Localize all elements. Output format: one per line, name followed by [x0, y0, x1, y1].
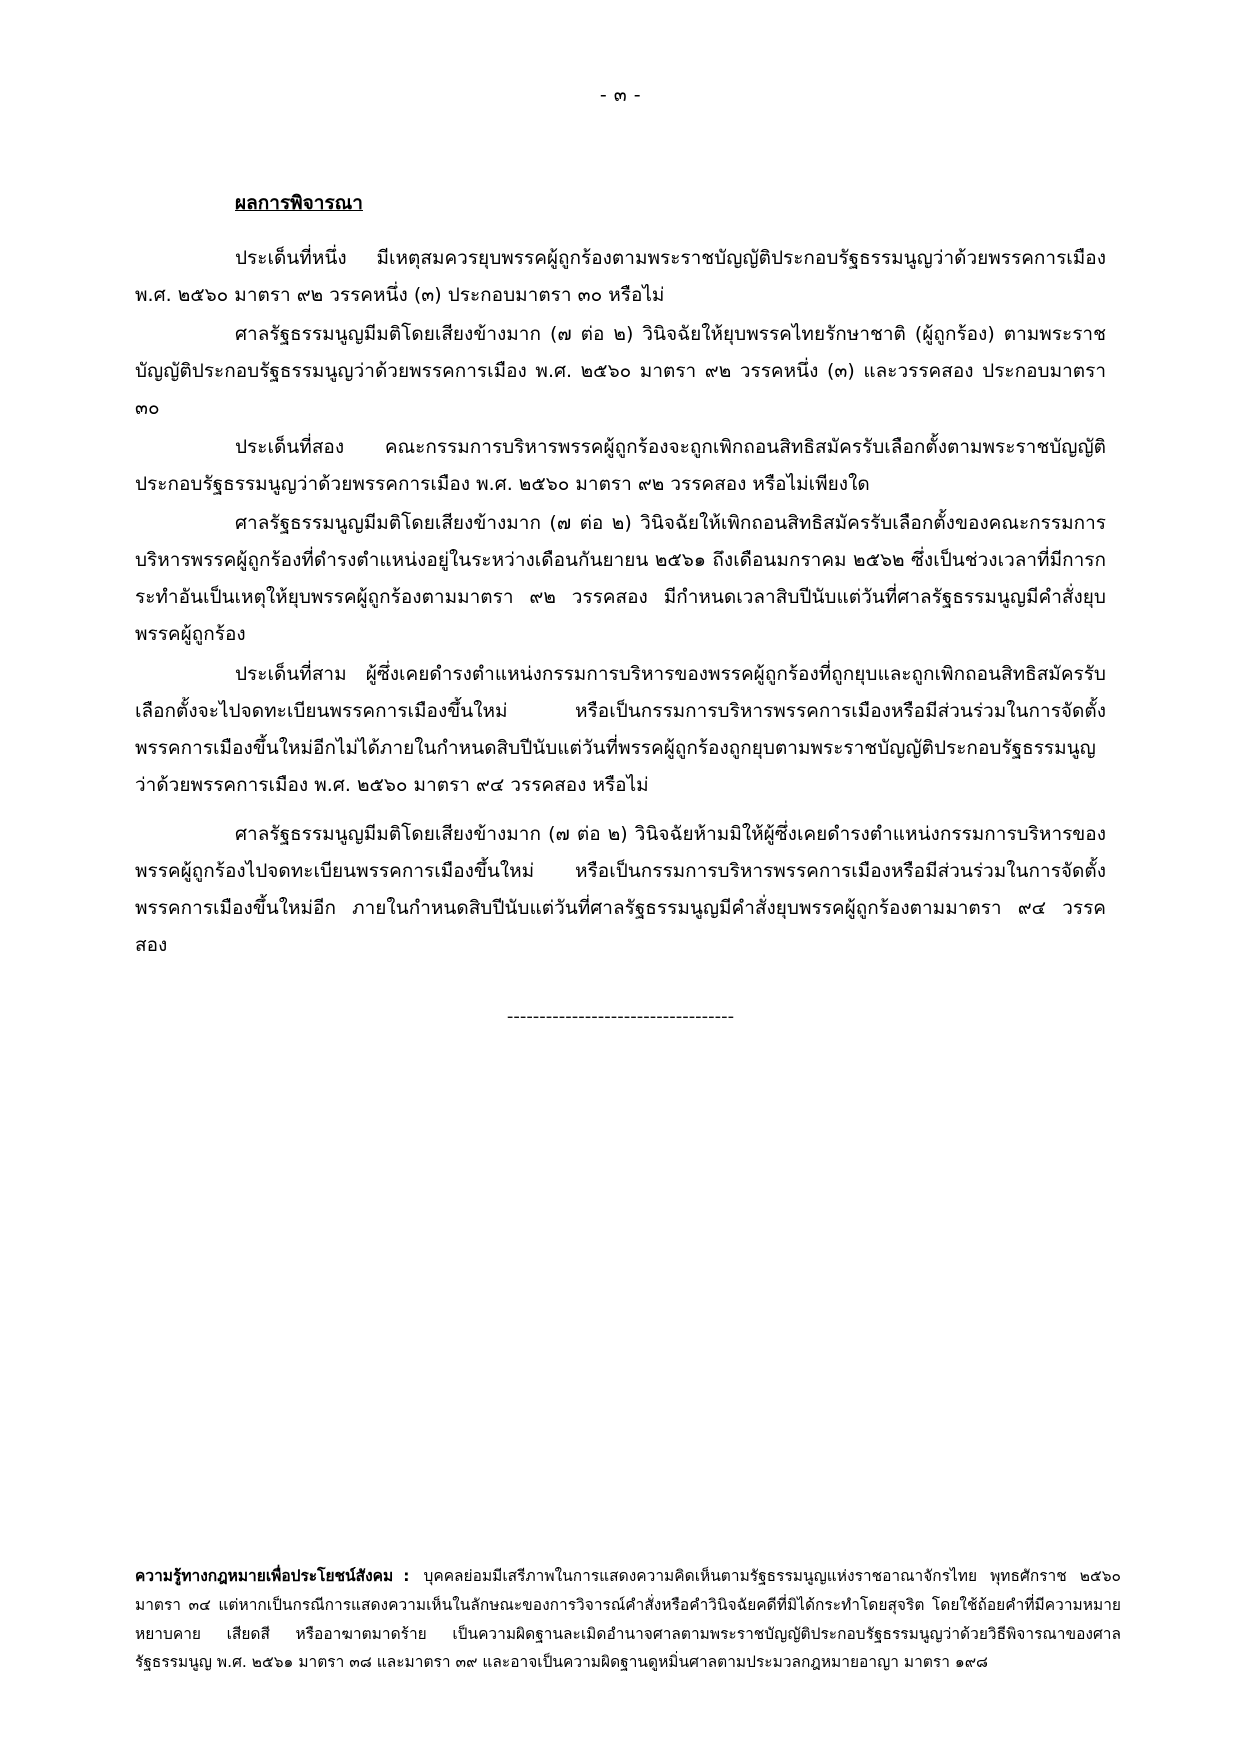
paragraph-issue-one: [135, 240, 1106, 314]
footer-title: ความรู้ทางกฎหมายเพื่อประโยชน์สังคม: [135, 1567, 394, 1586]
footer-separator: :: [403, 1567, 410, 1586]
page-number: - ๓ -: [599, 84, 642, 106]
paragraph-text: ประเด็นที่สาม ผู้ซึ่งเคยดำรงตำแหน่งกรรมการบริหารของพรรคผู้ถูกร้องที่ถูกยุบและถูกเพิกถอนสิทธิสมัครรับเลือกตั้งจะไปจดทะเบียนพรรคการเมืองขึ้นใหม่ หรือเป็นกรรมการบริหารพรรคการเมืองหรือมีส่วนร่วมในการจัดตั้งพรรคการเมืองขึ้นใหม่อีกไม่ได้ภายในกำหนดสิบปีนับแต่วันที่พรรคผู้ถูกร้องถูกยุบตามพระราชบัญญัติประกอบรัฐธรรมนูญว่าด้วยพรรคการเมือง พ.ศ. ๒๕๖๐ มาตรา ๙๔ วรรคสอง หรือไม่: [135, 662, 1106, 796]
footer-text: บุคคลย่อมมีเสรีภาพในการแสดงความคิดเห็นตามรัฐธรรมนูญแห่งราชอาณาจักรไทย พุทธศักราช ๒๕๖๐ มาตรา ๓๔ แต่หากเป็นกรณีการแสดงความเห็นในลักษณะของการวิจารณ์คำสั่งหรือคำวินิจฉัยคดีที่มิได้กระทำโดยสุจริต โดยใช้ถ้อยคำที่มีความหมายหยาบคาย เสียดสี หรืออาฆาตมาดร้าย เป็นความผิดฐานละเมิดอำนาจศาลตามพระราชบัญญัติประกอบรัฐธรรมนูญว่าด้วยวิธีพิจารณาของศาลรัฐธรรมนูญ พ.ศ. ๒๕๖๑ มาตรา ๓๘ และมาตรา ๓๙ และอาจเป็นความผิดฐานดูหมิ่นศาลตามประมวลกฎหมายอาญา มาตรา ๑๙๘: [135, 1567, 1121, 1672]
paragraph-text: ประเด็นที่สอง คณะกรรมการบริหารพรรคผู้ถูกร้องจะถูกเพิกถอนสิทธิสมัครรับเลือกตั้งตามพระราชบัญญัติประกอบรัฐธรรมนูญว่าด้วยพรรคการเมือง พ.ศ. ๒๕๖๐ มาตรา ๙๒ วรรคสอง หรือไม่เพียงใด: [135, 436, 1106, 496]
section-divider: -----------------------------------: [506, 1005, 735, 1027]
paragraph-issue-two: [135, 429, 1106, 503]
paragraph-text: ศาลรัฐธรรมนูญมีมติโดยเสียงข้างมาก (๗ ต่อ ๒) วินิจฉัยให้ยุบพรรคไทยรักษาชาติ (ผู้ถูกร้อง) ตามพระราชบัญญัติประกอบรัฐธรรมนูญว่าด้วยพรรคการเมือง พ.ศ. ๒๕๖๐ มาตรา ๙๒ วรรคหนึ่ง (๓) และวรรคสอง ประกอบมาตรา ๓๐: [135, 323, 1106, 420]
paragraph-ruling-one: [135, 316, 1106, 427]
paragraph-issue-three: [135, 656, 1106, 804]
paragraph-text: ประเด็นที่หนึ่ง มีเหตุสมควรยุบพรรคผู้ถูกร้องตามพระราชบัญญัติประกอบรัฐธรรมนูญว่าด้วยพรรคการเมือง พ.ศ. ๒๕๖๐ มาตรา ๙๒ วรรคหนึ่ง (๓) ประกอบมาตรา ๓๐ หรือไม่: [135, 247, 1106, 307]
section-heading: ผลการพิจารณา: [235, 192, 363, 214]
paragraph-text: ศาลรัฐธรรมนูญมีมติโดยเสียงข้างมาก (๗ ต่อ ๒) วินิจฉัยห้ามมิให้ผู้ซึ่งเคยดำรงตำแหน่งกรรมการบริหารของพรรคผู้ถูกร้องไปจดทะเบียนพรรคการเมืองขึ้นใหม่ หรือเป็นกรรมการบริหารพรรคการเมืองหรือมีส่วนร่วมในการจัดตั้งพรรคการเมืองขึ้นใหม่อีก ภายในกำหนดสิบปีนับแต่วันที่ศาลรัฐธรรมนูญมีคำสั่งยุบพรรคผู้ถูกร้องตามมาตรา ๙๔ วรรคสอง: [135, 822, 1106, 956]
footer-note: [135, 1562, 1121, 1677]
paragraph-ruling-three: [135, 816, 1106, 964]
paragraph-spacer: [135, 806, 1106, 816]
paragraph-ruling-two: [135, 505, 1106, 653]
paragraph-text: ศาลรัฐธรรมนูญมีมติโดยเสียงข้างมาก (๗ ต่อ ๒) วินิจฉัยให้เพิกถอนสิทธิสมัครรับเลือกตั้งของคณะกรรมการบริหารพรรคผู้ถูกร้องที่ดำรงตำแหน่งอยู่ในระหว่างเดือนกันยายน ๒๕๖๑ ถึงเดือนมกราคม ๒๕๖๒ ซึ่งเป็นช่วงเวลาที่มีการกระทำอันเป็นเหตุให้ยุบพรรคผู้ถูกร้องตามมาตรา ๙๒ วรรคสอง มีกำหนดเวลาสิบปีนับแต่วันที่ศาลรัฐธรรมนูญมีคำสั่งยุบพรรคผู้ถูกร้อง: [135, 512, 1106, 646]
